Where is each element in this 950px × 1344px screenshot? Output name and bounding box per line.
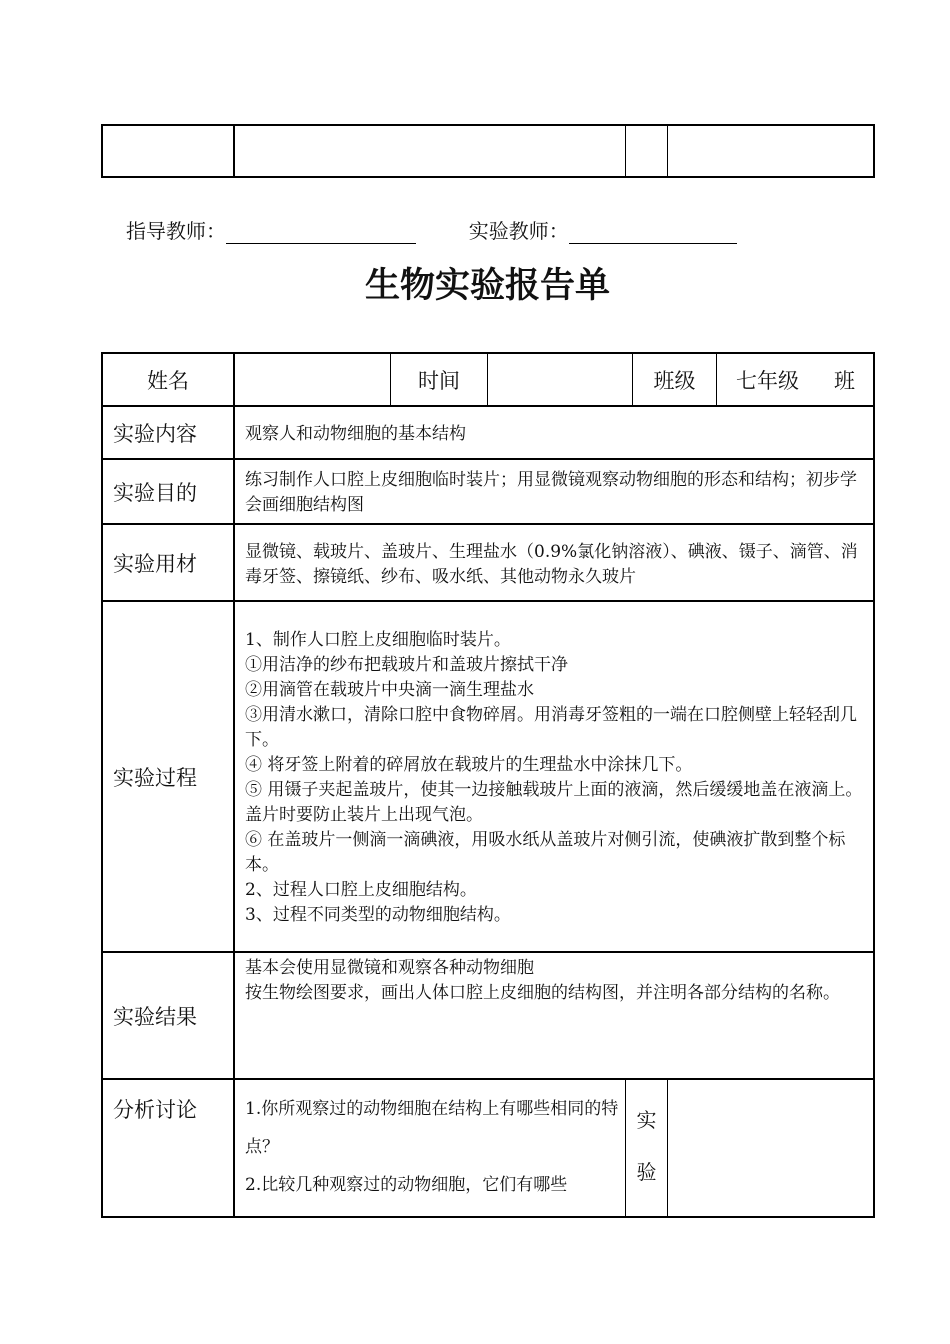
purpose-text: 练习制作人口腔上皮细胞临时装片；用显微镜观察动物细胞的形态和结构；初步学会画细胞结构图 — [245, 470, 857, 515]
process-line: ④ 将牙签上附着的碎屑放在载玻片的生理盐水中涂抹几下。 — [245, 755, 693, 775]
name-field[interactable] — [235, 354, 390, 405]
process-text — [235, 628, 873, 928]
result-line: 基本会使用显微镜和观察各种动物细胞 — [245, 958, 534, 978]
teacher-row — [126, 215, 737, 245]
process-line: ②用滴管在载玻片中央滴一滴生理盐水 — [245, 680, 534, 700]
guide-teacher-field[interactable] — [226, 221, 416, 244]
process-line: ①用洁净的纱布把载玻片和盖玻片擦拭干净 — [245, 655, 568, 675]
materials-text: 显微镜、载玻片、盖玻片、生理盐水（0.9%氯化钠溶液）、碘液、镊子、滴管、消毒牙签、擦镜纸、纱布、吸水纸、其他动物永久玻片 — [245, 542, 858, 587]
discussion-line: 2.比较几种观察过的动物细胞，它们有哪些 — [245, 1175, 568, 1195]
discussion-line: 1.你所观察过的动物细胞在结构上有哪些相同的特点？ — [245, 1099, 619, 1157]
side-vertical-label — [626, 1094, 667, 1214]
content-label: 实验内容 — [113, 421, 197, 446]
discussion-text — [235, 1090, 625, 1214]
page-title: 生物实验报告单 — [364, 266, 610, 306]
top-cell-3[interactable] — [626, 126, 667, 176]
guide-teacher-label: 指导教师： — [126, 219, 226, 243]
materials-label: 实验用材 — [113, 551, 197, 576]
content-text: 观察人和动物细胞的基本结构 — [245, 424, 466, 444]
process-line: 1、制作人口腔上皮细胞临时装片。 — [245, 630, 511, 650]
class-grade: 七年级 — [736, 368, 799, 393]
process-line: ③用清水漱口，清除口腔中食物碎屑。用消毒牙签粗的一端在口腔侧壁上轻轻刮几下。 — [245, 705, 857, 750]
process-line: ⑤ 用镊子夹起盖玻片，使其一边接触载玻片上面的液滴，然后缓缓地盖在液滴上。盖片时要防止装片上出现气泡。 — [245, 780, 863, 825]
result-label: 实验结果 — [113, 1004, 197, 1029]
process-line: ⑥ 在盖玻片一侧滴一滴碘液，用吸水纸从盖玻片对侧引流，使碘液扩散到整个标本。 — [245, 830, 846, 875]
class-field[interactable] — [717, 354, 873, 405]
top-cell-1[interactable] — [103, 126, 233, 176]
lab-teacher-label: 实验教师： — [468, 219, 569, 243]
top-cell-2[interactable] — [235, 126, 625, 176]
process-label: 实验过程 — [113, 765, 197, 790]
time-label: 时间 — [418, 368, 460, 393]
name-label: 姓名 — [147, 368, 189, 393]
result-line: 按生物绘图要求，画出人体口腔上皮细胞的结构图，并注明各部分结构的名称。 — [245, 983, 840, 1003]
time-field[interactable] — [488, 354, 632, 405]
side-char: 验 — [636, 1160, 657, 1184]
result-text — [235, 956, 873, 1074]
process-line: 2、过程人口腔上皮细胞结构。 — [245, 880, 477, 900]
side-char: 实 — [636, 1108, 657, 1132]
class-suffix: 班 — [834, 368, 855, 393]
purpose-label: 实验目的 — [113, 480, 197, 505]
discussion-label: 分析讨论 — [113, 1098, 197, 1122]
top-cell-4[interactable] — [668, 126, 873, 176]
side-field[interactable] — [668, 1080, 873, 1216]
lab-teacher-field[interactable] — [569, 221, 737, 244]
class-label: 班级 — [653, 368, 696, 393]
process-line: 3、过程不同类型的动物细胞结构。 — [245, 905, 511, 925]
